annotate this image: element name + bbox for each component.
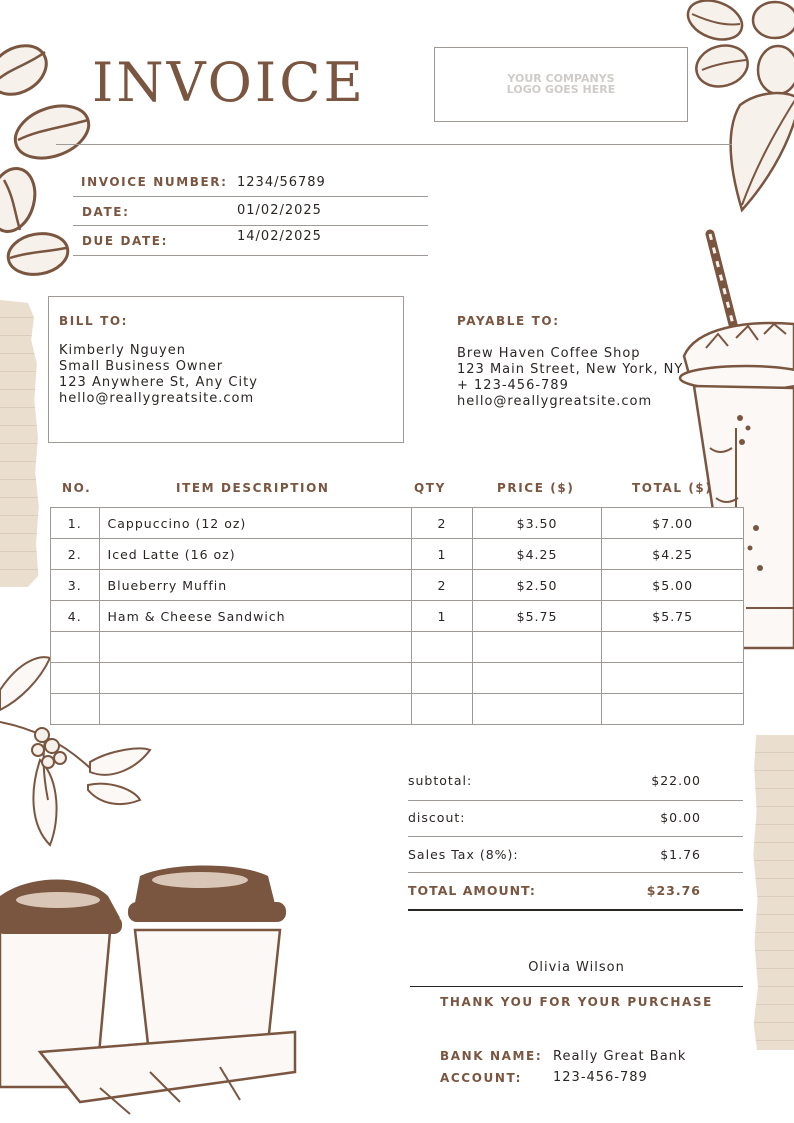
- item-price: [472, 694, 602, 725]
- bill-to-name: Kimberly Nguyen: [59, 343, 186, 358]
- discount-label: discout:: [408, 810, 466, 825]
- item-total: $5.75: [602, 601, 744, 632]
- item-description: Cappuccino (12 oz): [99, 508, 412, 539]
- item-description: [99, 694, 412, 725]
- item-qty: [412, 694, 472, 725]
- col-header-qty: QTY: [414, 481, 446, 495]
- paper-strip-left: [0, 300, 40, 587]
- item-no: [51, 632, 100, 663]
- subtotal-row: [408, 773, 743, 788]
- bill-to-label: BILL TO:: [59, 314, 129, 328]
- tax-value: $1.76: [660, 847, 701, 862]
- date-label: DATE:: [82, 205, 130, 219]
- total-divider: [408, 909, 743, 911]
- summary-divider-3: [408, 872, 743, 873]
- subtotal-label: subtotal:: [408, 773, 473, 788]
- header-divider: [56, 144, 732, 145]
- item-total: $4.25: [602, 539, 744, 570]
- col-header-total: TOTAL ($): [632, 481, 713, 495]
- signature-name: Olivia Wilson: [528, 960, 625, 975]
- col-header-no: NO.: [62, 481, 92, 495]
- item-description: [99, 632, 412, 663]
- logo-placeholder-line-1: YOUR COMPANYS: [507, 72, 615, 85]
- subtotal-value: $22.00: [651, 773, 701, 788]
- item-price: $3.50: [472, 508, 602, 539]
- payable-to-phone: + 123-456-789: [457, 378, 569, 393]
- coffee-beans-illustration: [0, 30, 100, 290]
- item-qty: 1: [412, 539, 472, 570]
- due-date-value: 14/02/2025: [237, 229, 322, 244]
- item-total: [602, 632, 744, 663]
- summary-divider-2: [408, 836, 743, 837]
- tax-row: [408, 847, 743, 862]
- item-description: Iced Latte (16 oz): [99, 539, 412, 570]
- table-row-empty: [51, 632, 744, 663]
- account-label: ACCOUNT:: [440, 1071, 523, 1085]
- account-value: 123-456-789: [553, 1070, 648, 1085]
- item-total: $7.00: [602, 508, 744, 539]
- item-qty: 1: [412, 601, 472, 632]
- item-no: 1.: [51, 508, 100, 539]
- logo-placeholder: [434, 47, 688, 122]
- invoice-number-label: INVOICE NUMBER:: [81, 175, 228, 189]
- item-no: 2.: [51, 539, 100, 570]
- item-price: [472, 632, 602, 663]
- thank-you-message: THANK YOU FOR YOUR PURCHASE: [440, 995, 713, 1009]
- item-price: $5.75: [472, 601, 602, 632]
- bank-name-label: BANK NAME:: [440, 1049, 543, 1063]
- coffee-leaves-illustration: [680, 0, 794, 215]
- table-row: [51, 570, 744, 601]
- bill-to-email: hello@reallygreatsite.com: [59, 391, 255, 406]
- item-total: $5.00: [602, 570, 744, 601]
- item-qty: [412, 663, 472, 694]
- bank-name-value: Really Great Bank: [553, 1049, 687, 1064]
- table-row-empty: [51, 663, 744, 694]
- item-no: 4.: [51, 601, 100, 632]
- total-label: TOTAL AMOUNT:: [408, 883, 536, 898]
- total-row: [408, 883, 743, 898]
- tax-label: Sales Tax (8%):: [408, 847, 519, 862]
- bill-to-address: 123 Anywhere St, Any City: [59, 375, 258, 390]
- item-no: [51, 663, 100, 694]
- item-price: $4.25: [472, 539, 602, 570]
- payable-to-email: hello@reallygreatsite.com: [457, 394, 653, 409]
- info-divider-1: [73, 196, 428, 197]
- paper-strip-right: [752, 735, 794, 1050]
- item-total: [602, 663, 744, 694]
- payable-to-address: 123 Main Street, New York, NY: [457, 362, 684, 377]
- item-price: [472, 663, 602, 694]
- coffee-cups-illustration: [0, 862, 300, 1123]
- items-table: [50, 507, 744, 725]
- summary-divider-1: [408, 800, 743, 801]
- table-row: [51, 508, 744, 539]
- item-description: Blueberry Muffin: [99, 570, 412, 601]
- discount-value: $0.00: [660, 810, 701, 825]
- item-qty: 2: [412, 570, 472, 601]
- item-no: [51, 694, 100, 725]
- invoice-number-value: 1234/56789: [237, 175, 326, 190]
- item-description: Ham & Cheese Sandwich: [99, 601, 412, 632]
- discount-row: [408, 810, 743, 825]
- logo-placeholder-line-2: LOGO GOES HERE: [506, 83, 616, 96]
- item-qty: [412, 632, 472, 663]
- col-header-price: PRICE ($): [497, 481, 575, 495]
- item-total: [602, 694, 744, 725]
- due-date-label: DUE DATE:: [82, 234, 168, 248]
- invoice-title: INVOICE: [92, 51, 366, 114]
- item-qty: 2: [412, 508, 472, 539]
- table-row-empty: [51, 694, 744, 725]
- total-value: $23.76: [646, 883, 701, 898]
- bill-to-title: Small Business Owner: [59, 359, 224, 374]
- signature-line: [410, 986, 743, 987]
- item-no: 3.: [51, 570, 100, 601]
- info-divider-2: [73, 225, 428, 226]
- table-row: [51, 601, 744, 632]
- table-row: [51, 539, 744, 570]
- col-header-description: ITEM DESCRIPTION: [176, 481, 330, 495]
- item-description: [99, 663, 412, 694]
- date-value: 01/02/2025: [237, 203, 322, 218]
- payable-to-label: PAYABLE TO:: [457, 314, 560, 328]
- payable-to-name: Brew Haven Coffee Shop: [457, 346, 641, 361]
- item-price: $2.50: [472, 570, 602, 601]
- info-divider-3: [73, 255, 428, 256]
